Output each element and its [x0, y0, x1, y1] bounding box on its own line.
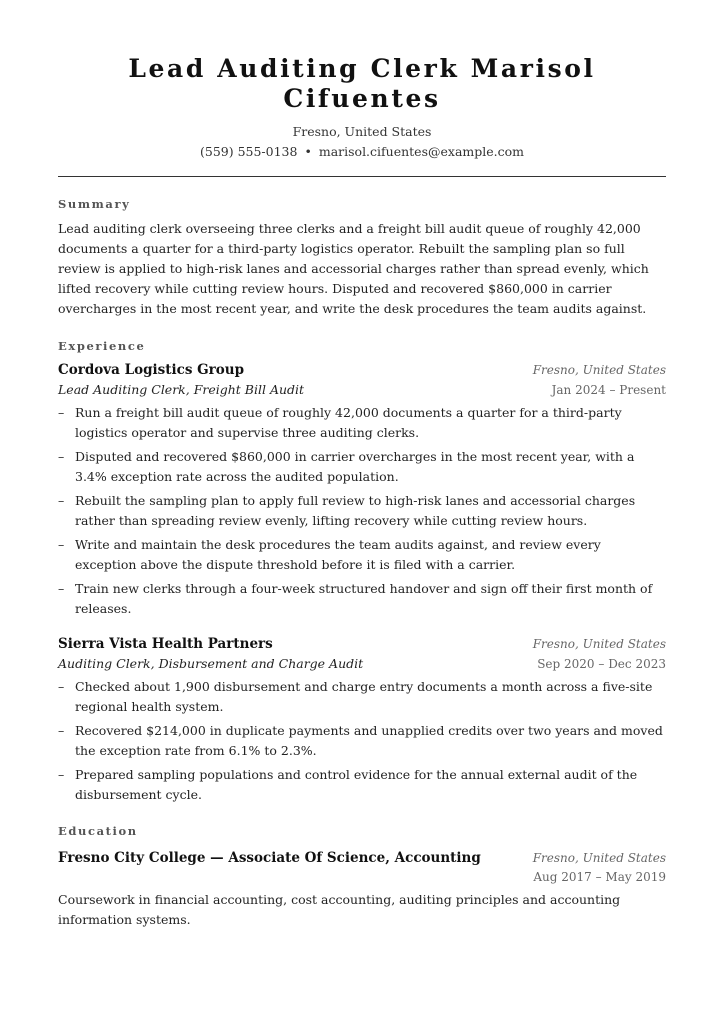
- education-header: [58, 848, 666, 868]
- bullet-text: Write and maintain the desk procedures the team audits against, and review every exception above the dispute threshold before it is filed with a carrier.: [75, 537, 601, 572]
- bullet-dash: –: [58, 405, 65, 420]
- job-2-company: Sierra Vista Health Partners: [58, 636, 273, 652]
- job-2-bullets: [58, 677, 666, 809]
- job-1-location: Fresno, United States: [532, 363, 666, 377]
- education-location: Fresno, United States: [532, 851, 666, 865]
- bullet-text: Disputed and recovered $860,000 in carrier overcharges in the most recent year, with a 3.4% exception rate across the audited population.: [75, 449, 635, 484]
- contact-phone: (559) 555-0138: [199, 144, 298, 159]
- list-item: [58, 535, 666, 575]
- list-item: [58, 579, 666, 619]
- contact-location: Fresno, United States: [292, 124, 432, 139]
- list-item: [58, 765, 666, 805]
- list-item: [58, 491, 666, 531]
- job-2-header: [58, 634, 666, 654]
- summary-text: Lead auditing clerk overseeing three clerks and a freight bill audit queue of roughly 42,000 documents a quarter for a third-party logistics operator. Rebuilt the sampling plan so full review is applied to high-risk lanes and accessorial charges rather than spread evenly, which lifted recovery while cutting review hours. Disputed and recovered $860,000 in carrier overcharges in the most recent year, and write the desk procedures the team audits against.: [58, 221, 649, 316]
- education-heading: Education: [58, 824, 138, 838]
- list-item: [58, 447, 666, 487]
- contact-line: [58, 144, 666, 160]
- job-2-subheader: [58, 654, 666, 674]
- job-2-title: Auditing Clerk, Disbursement and Charge Audit: [58, 656, 364, 671]
- summary-heading: Summary: [58, 197, 131, 211]
- education-dates: Aug 2017 – May 2019: [533, 870, 666, 884]
- bullet-text: Train new clerks through a four-week structured handover and sign off their first month of releases.: [75, 581, 653, 616]
- education-subheader: [58, 867, 666, 887]
- contact-separator: •: [304, 144, 312, 159]
- job-2-location: Fresno, United States: [532, 637, 666, 651]
- bullet-dash: –: [58, 449, 65, 464]
- education-school: Fresno City College — Associate Of Science, Accounting: [58, 850, 481, 866]
- header-divider: [58, 176, 666, 177]
- job-1-title: Lead Auditing Clerk, Freight Bill Audit: [58, 382, 305, 397]
- job-1-dates: Jan 2024 – Present: [551, 383, 666, 397]
- job-1-bullets: [58, 403, 666, 623]
- experience-heading: Experience: [58, 339, 146, 353]
- bullet-text: Checked about 1,900 disbursement and charge entry documents a month across a five-site regional health system.: [75, 679, 653, 714]
- bullet-dash: –: [58, 679, 65, 694]
- bullet-dash: –: [58, 537, 65, 552]
- list-item: [58, 677, 666, 717]
- bullet-dash: –: [58, 493, 65, 508]
- bullet-text: Run a freight bill audit queue of roughly 42,000 documents a quarter for a third-party logistics operator and supervise three auditing clerks.: [75, 405, 622, 440]
- job-1-header: [58, 360, 666, 380]
- list-item: [58, 403, 666, 443]
- bullet-text: Prepared sampling populations and control evidence for the annual external audit of the disbursement cycle.: [75, 767, 638, 802]
- job-1-subheader: [58, 380, 666, 400]
- bullet-text: Recovered $214,000 in duplicate payments and unapplied credits over two years and moved the exception rate from 6.1% to 2.3%.: [75, 723, 663, 758]
- bullet-dash: –: [58, 581, 65, 596]
- bullet-text: Rebuilt the sampling plan to apply full review to high-risk lanes and accessorial charges rather than spreading review evenly, lifting recovery while cutting review hours.: [75, 493, 636, 528]
- candidate-name: Lead Auditing Clerk Marisol Cifuentes: [128, 54, 596, 113]
- bullet-dash: –: [58, 767, 65, 782]
- list-item: [58, 721, 666, 761]
- contact-email[interactable]: marisol.cifuentes@example.com: [318, 144, 524, 159]
- job-2-dates: Sep 2020 – Dec 2023: [537, 657, 666, 671]
- bullet-dash: –: [58, 723, 65, 738]
- job-1-company: Cordova Logistics Group: [58, 362, 245, 378]
- education-text: Coursework in financial accounting, cost accounting, auditing principles and accounting information systems.: [58, 892, 621, 927]
